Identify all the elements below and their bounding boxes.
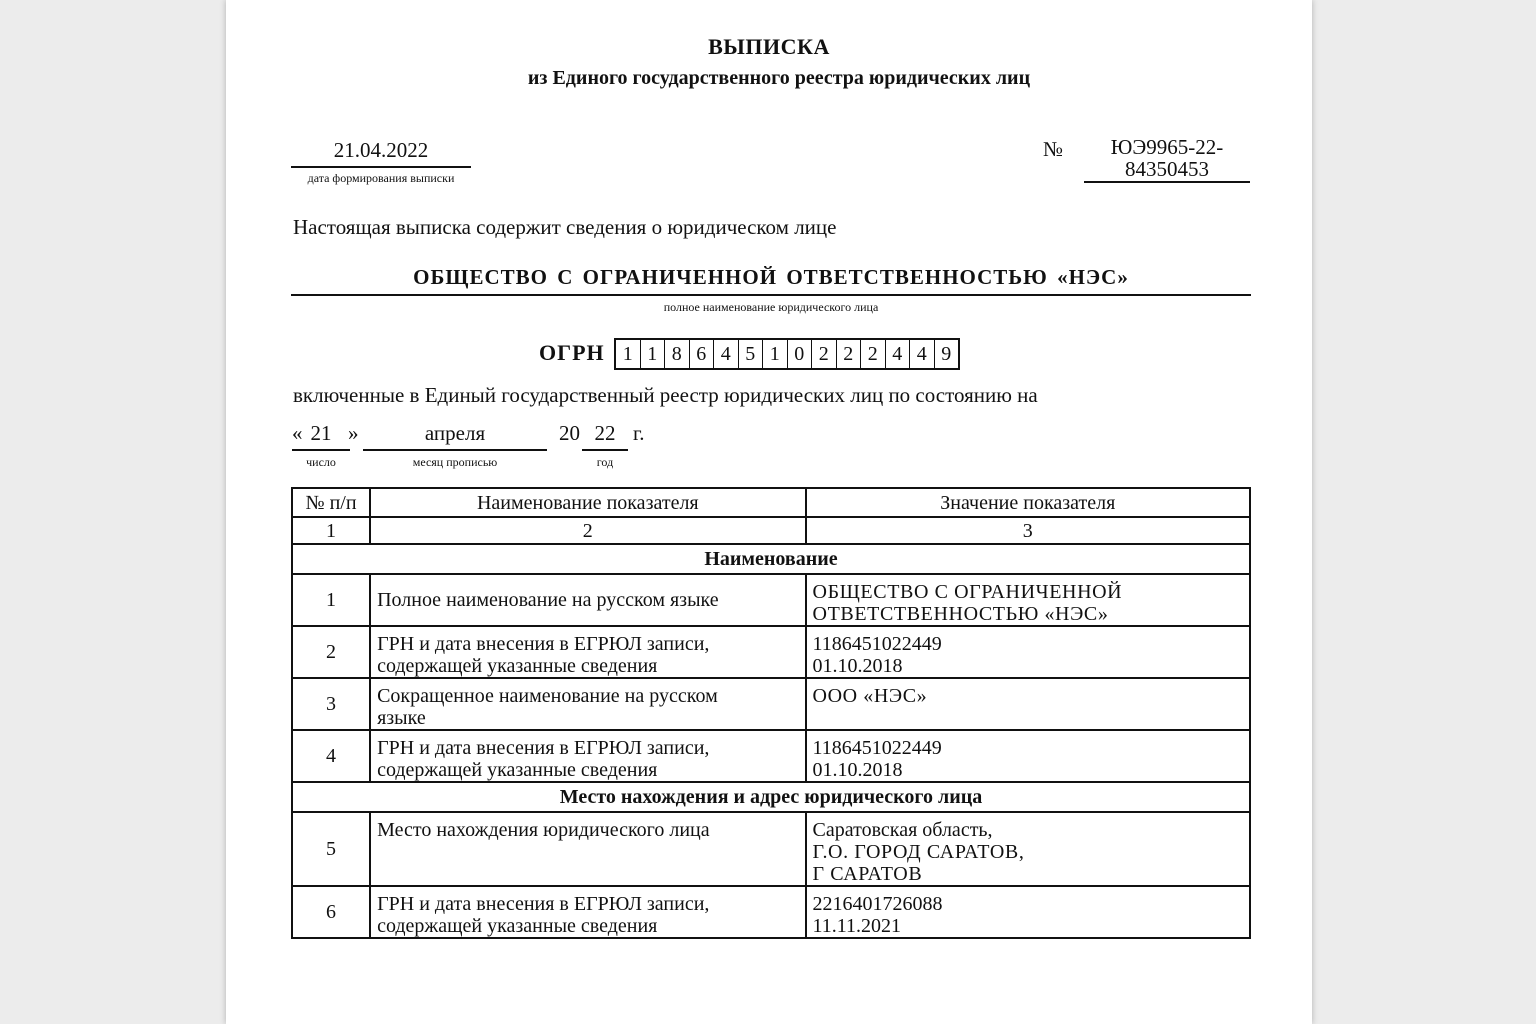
section-title: Место нахождения и адрес юридического лица bbox=[292, 782, 1250, 812]
year-suffix: 22 bbox=[582, 421, 628, 451]
indicator-value-line: ООО «НЭС» bbox=[812, 685, 928, 707]
month-block bbox=[363, 421, 547, 470]
header-indicator-name: Наименование показателя bbox=[370, 488, 805, 517]
table-header-row bbox=[292, 488, 1250, 517]
indicator-name bbox=[370, 678, 805, 730]
document-page bbox=[226, 0, 1312, 1024]
intro-text: Настоящая выписка содержит сведения о юридическом лице bbox=[293, 215, 837, 239]
header-num: № п/п bbox=[292, 488, 370, 517]
day-underline bbox=[292, 421, 350, 451]
ogrn-digit: 5 bbox=[739, 340, 764, 368]
section-row bbox=[292, 544, 1250, 574]
indicator-name-line: содержащей указанные сведения bbox=[377, 655, 658, 677]
table-row bbox=[292, 678, 1250, 730]
extract-number bbox=[1084, 136, 1250, 183]
indicator-name bbox=[370, 886, 805, 938]
table-row bbox=[292, 812, 1250, 886]
document-subtitle: из Единого государственного реестра юридических лиц bbox=[527, 67, 1031, 89]
indicator-name-line: Полное наименование на русском языке bbox=[377, 589, 719, 611]
row-number: 2 bbox=[292, 626, 370, 678]
indicator-value bbox=[806, 730, 1250, 782]
ogrn-digit: 1 bbox=[763, 340, 788, 368]
indicator-value-line: 2216401726088 bbox=[812, 893, 943, 915]
day-value: 21 bbox=[310, 421, 332, 445]
ogrn-digit: 8 bbox=[665, 340, 690, 368]
ogrn-digit: 4 bbox=[886, 340, 911, 368]
indicator-name bbox=[370, 730, 805, 782]
row-number: 5 bbox=[292, 812, 370, 886]
ogrn-digit-boxes bbox=[614, 338, 960, 370]
column-number-3: 3 bbox=[806, 517, 1250, 544]
row-number: 4 bbox=[292, 730, 370, 782]
included-text: включенные в Единый государственный реестр юридических лиц по состоянию на bbox=[293, 383, 1038, 407]
day-caption: число bbox=[306, 455, 336, 469]
indicator-value-line: Саратовская область, bbox=[812, 819, 993, 841]
indicator-value-line: 01.10.2018 bbox=[812, 759, 903, 781]
column-number-2: 2 bbox=[370, 517, 805, 544]
indicator-value-line: 1186451022449 bbox=[812, 633, 942, 655]
ogrn-digit: 6 bbox=[690, 340, 715, 368]
table-row bbox=[292, 730, 1250, 782]
ogrn-digit: 1 bbox=[641, 340, 666, 368]
extract-number-block bbox=[1084, 136, 1250, 183]
section-row bbox=[292, 782, 1250, 812]
indicator-name-line: ГРН и дата внесения в ЕГРЮЛ записи, bbox=[377, 893, 710, 915]
open-quote: « bbox=[292, 421, 303, 445]
month-value: апреля bbox=[363, 421, 547, 451]
ogrn-digit: 4 bbox=[910, 340, 935, 368]
year-caption: год bbox=[596, 455, 614, 469]
year-unit: г. bbox=[633, 421, 645, 445]
formation-date-block bbox=[291, 138, 471, 186]
indicator-value-line: 01.10.2018 bbox=[812, 655, 903, 677]
row-number: 3 bbox=[292, 678, 370, 730]
indicator-name-line: ГРН и дата внесения в ЕГРЮЛ записи, bbox=[377, 737, 710, 759]
egrul-table bbox=[291, 487, 1251, 939]
formation-date-caption: дата формирования выписки bbox=[307, 171, 455, 185]
header-indicator-value: Значение показателя bbox=[806, 488, 1250, 517]
indicator-value bbox=[806, 574, 1250, 626]
ogrn-digit: 2 bbox=[861, 340, 886, 368]
table-row bbox=[292, 626, 1250, 678]
table-row bbox=[292, 886, 1250, 938]
indicator-name-line: содержащей указанные сведения bbox=[377, 915, 658, 937]
ogrn-digit: 0 bbox=[788, 340, 813, 368]
formation-date: 21.04.2022 bbox=[291, 138, 471, 168]
number-sign: № bbox=[1043, 137, 1064, 161]
row-number: 1 bbox=[292, 574, 370, 626]
indicator-value bbox=[806, 812, 1250, 886]
indicator-value bbox=[806, 678, 1250, 730]
section-title: Наименование bbox=[292, 544, 1250, 574]
indicator-value-line: ОБЩЕСТВО С ОГРАНИЧЕННОЙ bbox=[812, 581, 1123, 603]
close-quote: » bbox=[348, 421, 359, 445]
indicator-value-line: 11.11.2021 bbox=[812, 915, 902, 937]
ogrn-digit: 2 bbox=[812, 340, 837, 368]
extract-number-line1: ЮЭ9965-22- bbox=[1110, 135, 1224, 159]
indicator-value-line: Г.О. ГОРОД САРАТОВ, bbox=[812, 841, 1025, 863]
month-caption: месяц прописью bbox=[412, 455, 498, 469]
indicator-value-line: Г САРАТОВ bbox=[812, 863, 923, 885]
extract-number-line2: 84350453 bbox=[1125, 157, 1209, 181]
indicator-name bbox=[370, 626, 805, 678]
table-body bbox=[292, 544, 1250, 938]
indicator-name-line: содержащей указанные сведения bbox=[377, 759, 658, 781]
indicator-value-line: ОТВЕТСТВЕННОСТЬЮ «НЭС» bbox=[812, 603, 1109, 625]
organization-full-name: ОБЩЕСТВО С ОГРАНИЧЕННОЙ ОТВЕТСТВЕННОСТЬЮ «НЭС» bbox=[291, 265, 1251, 296]
day-block bbox=[292, 421, 350, 470]
indicator-name-line: Место нахождения юридического лица bbox=[377, 819, 710, 841]
year-prefix: 20 bbox=[559, 421, 580, 445]
table-row bbox=[292, 574, 1250, 626]
ogrn-digit: 9 bbox=[941, 343, 952, 365]
indicator-name-line: Сокращенное наименование на русском bbox=[377, 685, 718, 707]
ogrn-label: ОГРН bbox=[539, 340, 605, 365]
indicator-value-line: 1186451022449 bbox=[812, 737, 942, 759]
indicator-name-line: языке bbox=[377, 707, 426, 729]
indicator-value bbox=[806, 626, 1250, 678]
column-number-1: 1 bbox=[292, 517, 370, 544]
ogrn-digit: 2 bbox=[837, 340, 862, 368]
indicator-value bbox=[806, 886, 1250, 938]
year-block bbox=[582, 421, 628, 470]
ogrn-digit: 1 bbox=[616, 340, 641, 368]
document-title: ВЫПИСКА bbox=[708, 34, 830, 59]
indicator-name-line: ГРН и дата внесения в ЕГРЮЛ записи, bbox=[377, 633, 710, 655]
row-number: 6 bbox=[292, 886, 370, 938]
ogrn-digit: 4 bbox=[714, 340, 739, 368]
column-number-row bbox=[292, 517, 1250, 544]
indicator-name bbox=[370, 812, 805, 886]
indicator-name bbox=[370, 574, 805, 626]
organization-name-caption: полное наименование юридического лица bbox=[663, 300, 879, 314]
